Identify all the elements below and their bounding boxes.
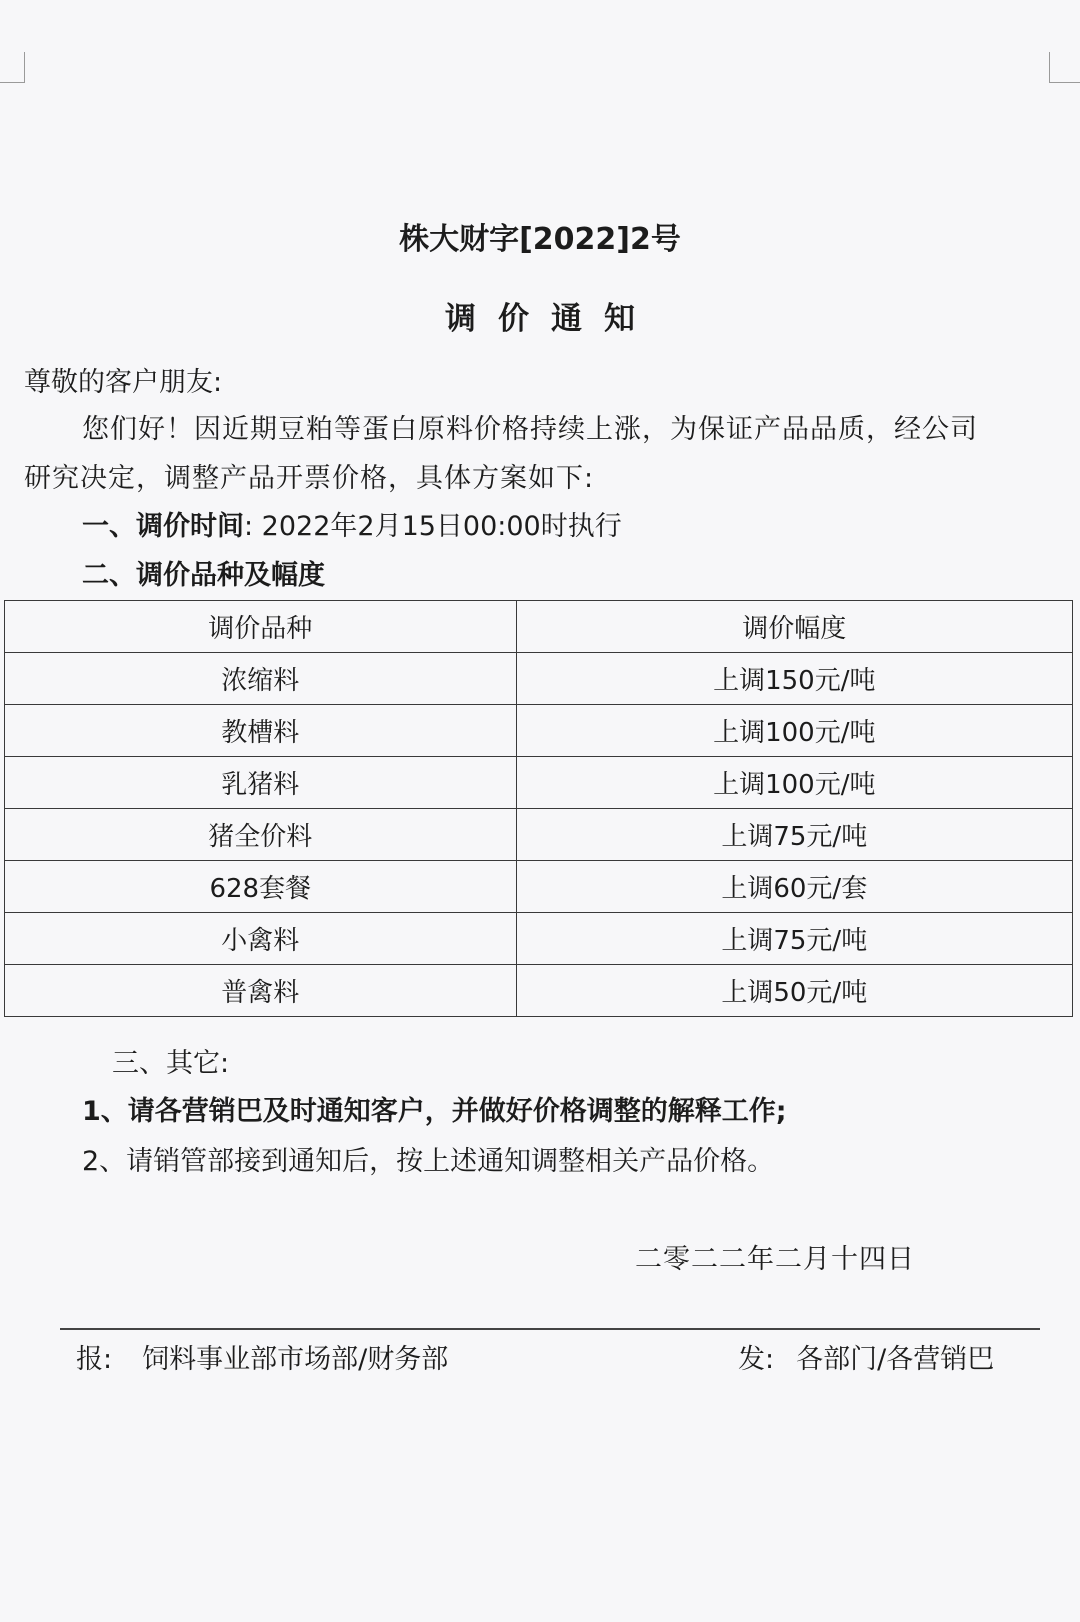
table-cell-product: 普禽料 (5, 965, 517, 1017)
table-cell-product: 教槽料 (5, 705, 517, 757)
issue-date: 二零二二年二月十四日 (635, 1244, 915, 1275)
report-to-label: 报: (76, 1344, 113, 1375)
table-cell-range: 上调75元/吨 (516, 809, 1072, 861)
section-adjustment-time-label: 一、调价时间 (82, 511, 244, 542)
table-cell-range: 上调75元/吨 (516, 913, 1072, 965)
other-item-1: 1、请各营销巴及时通知客户，并做好价格调整的解释工作; (82, 1096, 787, 1127)
table-cell-range: 上调100元/吨 (516, 705, 1072, 757)
table-cell-product: 猪全价料 (5, 809, 517, 861)
document-title: 调价通知 (445, 301, 657, 337)
document-number: 株大财字[2022]2号 (399, 222, 681, 257)
other-item-2: 2、请销管部接到通知后，按上述通知调整相关产品价格。 (82, 1146, 775, 1177)
table-cell-product: 628套餐 (5, 861, 517, 913)
table-cell-product: 乳猪料 (5, 757, 517, 809)
send-to-label: 发: (738, 1344, 775, 1375)
section-products-and-range: 二、调价品种及幅度 (82, 560, 325, 591)
table-header-row (5, 601, 1073, 653)
report-to (76, 1343, 448, 1377)
page-corner-mark-top-left (0, 52, 25, 83)
table-cell-range: 上调60元/套 (516, 861, 1072, 913)
table-cell-range: 上调50元/吨 (516, 965, 1072, 1017)
table-cell-product: 小禽料 (5, 913, 517, 965)
table-header-product: 调价品种 (5, 601, 517, 653)
table-cell-product: 浓缩料 (5, 653, 517, 705)
table-row (5, 705, 1073, 757)
greeting: 尊敬的客户朋友: (24, 367, 223, 398)
table-row (5, 965, 1073, 1017)
page-corner-mark-top-right (1049, 52, 1080, 83)
table-cell-range: 上调100元/吨 (516, 757, 1072, 809)
intro-paragraph-line-1: 您们好！因近期豆粕等蛋白原料价格持续上涨，为保证产品品质，经公司 (82, 414, 978, 445)
table-row (5, 757, 1073, 809)
section-other: 三、其它: (112, 1048, 230, 1079)
table-row (5, 861, 1073, 913)
send-to-value: 各部门/各营销巴 (796, 1344, 995, 1375)
table-cell-range: 上调150元/吨 (516, 653, 1072, 705)
footer-divider (60, 1328, 1040, 1330)
send-to (738, 1343, 994, 1377)
report-to-value: 饲料事业部市场部/财务部 (142, 1344, 449, 1375)
section-adjustment-time-value: : 2022年2月15日00:00时执行 (244, 511, 622, 542)
table-row (5, 653, 1073, 705)
table-row (5, 913, 1073, 965)
intro-paragraph-line-2: 研究决定，调整产品开票价格，具体方案如下: (24, 463, 595, 494)
section-adjustment-time (82, 510, 622, 544)
price-adjustment-table (4, 600, 1073, 1017)
table-header-range: 调价幅度 (516, 601, 1072, 653)
table-row (5, 809, 1073, 861)
